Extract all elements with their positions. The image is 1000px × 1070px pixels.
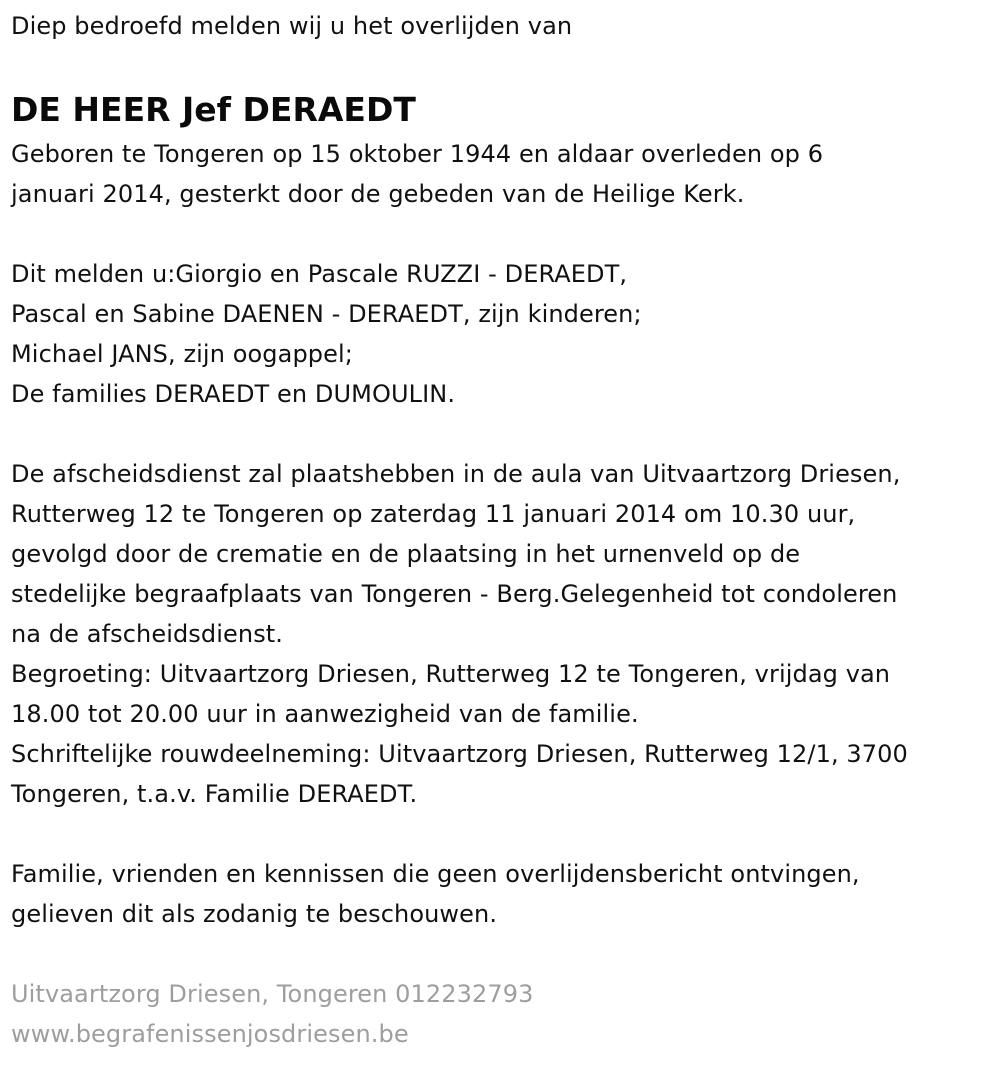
paragraph-line: Tongeren, t.a.v. Familie DERAEDT. [11, 780, 418, 808]
paragraph-line: Geboren te Tongeren op 15 oktober 1944 en aldaar overleden op 6 [11, 140, 824, 168]
website-link[interactable]: www.begrafenissenjosdriesen.be [11, 1020, 409, 1048]
paragraph-line: Familie, vrienden en kennissen die geen overlijdensbericht ontvingen, [11, 860, 860, 888]
birth-death-paragraph [11, 134, 990, 214]
paragraph-line: Michael JANS, zijn oogappel; [11, 340, 353, 368]
paragraph-line: na de afscheidsdienst. [11, 620, 284, 648]
paragraph-line: De families DERAEDT en DUMOULIN. [11, 380, 456, 408]
paragraph-line: stedelijke begraafplaats van Tongeren - Berg.Gelegenheid tot condoleren [11, 580, 898, 608]
paragraph-line: Schriftelijke rouwdeelneming: Uitvaartzorg Driesen, Rutterweg 12/1, 3700 [11, 740, 908, 768]
paragraph-line: 18.00 tot 20.00 uur in aanwezigheid van de familie. [11, 700, 639, 728]
spacer [11, 934, 990, 974]
paragraph-line: gelieven dit als zodanig te beschouwen. [11, 900, 498, 928]
paragraph-line: Begroeting: Uitvaartzorg Driesen, Rutterweg 12 te Tongeren, vrijdag van [11, 660, 891, 688]
paragraph-line: gevolgd door de crematie en de plaatsing in het urnenveld op de [11, 540, 801, 568]
service-paragraph [11, 454, 990, 814]
paragraph-line: Dit melden u:Giorgio en Pascale RUZZI - DERAEDT, [11, 260, 628, 288]
spacer [11, 814, 990, 854]
closing-paragraph [11, 854, 990, 934]
spacer [11, 414, 990, 454]
spacer [11, 214, 990, 254]
deceased-name-heading: DE HEER Jef DERAEDT [11, 90, 416, 129]
paragraph-line: Pascal en Sabine DAENEN - DERAEDT, zijn kinderen; [11, 300, 642, 328]
family-paragraph [11, 254, 990, 414]
paragraph-line: Rutterweg 12 te Tongeren op zaterdag 11 januari 2014 om 10.30 uur, [11, 500, 856, 528]
paragraph-line: De afscheidsdienst zal plaatshebben in de aula van Uitvaartzorg Driesen, [11, 460, 901, 488]
paragraph-line: januari 2014, gesterkt door de gebeden van de Heilige Kerk. [11, 180, 745, 208]
undertaker-contact: Uitvaartzorg Driesen, Tongeren 012232793 [11, 980, 534, 1008]
footer [11, 974, 990, 1054]
intro-text: Diep bedroefd melden wij u het overlijden van [11, 12, 573, 40]
